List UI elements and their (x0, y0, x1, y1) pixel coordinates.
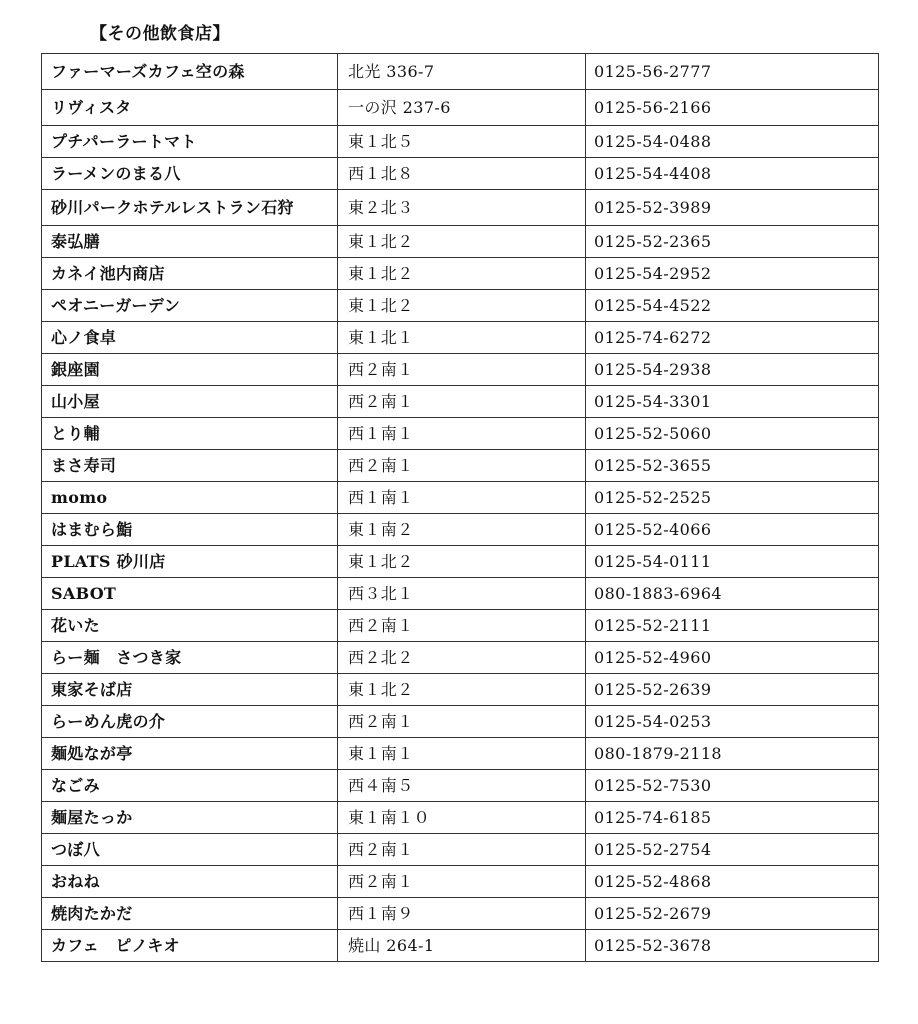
shop-name: ファーマーズカフェ空の森 (42, 54, 338, 90)
table-row (42, 226, 879, 258)
table-row (42, 418, 879, 450)
shop-name: おねね (42, 866, 338, 898)
shop-address: 西２南１ (338, 386, 586, 418)
shop-address: 東１北２ (338, 258, 586, 290)
shop-phone: 0125-52-2111 (586, 610, 879, 642)
shop-phone: 0125-54-0253 (586, 706, 879, 738)
shop-phone: 0125-54-4408 (586, 158, 879, 190)
shop-address: 西１南９ (338, 898, 586, 930)
shop-address: 北光 336-7 (338, 54, 586, 90)
shop-phone: 0125-52-5060 (586, 418, 879, 450)
shop-name: まさ寿司 (42, 450, 338, 482)
shop-phone: 080-1879-2118 (586, 738, 879, 770)
table-row (42, 258, 879, 290)
shop-phone: 0125-52-4868 (586, 866, 879, 898)
shop-phone: 0125-52-2679 (586, 898, 879, 930)
shop-phone: 0125-54-2938 (586, 354, 879, 386)
shop-phone: 0125-52-4960 (586, 642, 879, 674)
shop-name: 麺屋たっか (42, 802, 338, 834)
shop-name: らーめん虎の介 (42, 706, 338, 738)
shop-name: 銀座園 (42, 354, 338, 386)
table-row (42, 834, 879, 866)
table-row (42, 354, 879, 386)
shop-address: 東１北５ (338, 126, 586, 158)
shop-name: はまむら鮨 (42, 514, 338, 546)
shop-name: カネイ池内商店 (42, 258, 338, 290)
shop-phone: 0125-52-3989 (586, 190, 879, 226)
shop-address: 東１南１０ (338, 802, 586, 834)
shop-address: 東２北３ (338, 190, 586, 226)
shop-address: 焼山 264-1 (338, 930, 586, 962)
shop-phone: 0125-54-4522 (586, 290, 879, 322)
shop-name: 心ノ食卓 (42, 322, 338, 354)
shop-name: 泰弘膳 (42, 226, 338, 258)
shop-phone: 0125-52-7530 (586, 770, 879, 802)
table-row (42, 930, 879, 962)
shop-address: 西２北２ (338, 642, 586, 674)
shop-address: 西１南１ (338, 482, 586, 514)
shop-address: 東１北２ (338, 226, 586, 258)
shop-address: 西１南１ (338, 418, 586, 450)
table-row (42, 386, 879, 418)
shop-name: SABOT (42, 578, 338, 610)
shop-phone: 0125-52-2525 (586, 482, 879, 514)
shop-address: 西４南５ (338, 770, 586, 802)
table-row (42, 802, 879, 834)
table-row (42, 290, 879, 322)
shop-name: とり輔 (42, 418, 338, 450)
shop-address: 西２南１ (338, 354, 586, 386)
shop-phone: 0125-54-2952 (586, 258, 879, 290)
shop-phone: 0125-52-3655 (586, 450, 879, 482)
shop-name: 山小屋 (42, 386, 338, 418)
shop-address: 一の沢 237-6 (338, 90, 586, 126)
table-row (42, 898, 879, 930)
shop-address: 東１南２ (338, 514, 586, 546)
shop-address: 西２南１ (338, 610, 586, 642)
shop-address: 東１北２ (338, 674, 586, 706)
shop-name: momo (42, 482, 338, 514)
shop-name: リヴィスタ (42, 90, 338, 126)
shop-phone: 0125-52-3678 (586, 930, 879, 962)
shop-phone: 0125-54-0111 (586, 546, 879, 578)
shop-phone: 0125-52-4066 (586, 514, 879, 546)
shop-phone: 0125-74-6185 (586, 802, 879, 834)
shop-address: 西２南１ (338, 834, 586, 866)
table-row (42, 450, 879, 482)
shop-address: 西３北１ (338, 578, 586, 610)
table-row (42, 738, 879, 770)
shop-name: らー麺 さつき家 (42, 642, 338, 674)
restaurant-table (41, 53, 879, 962)
table-row (42, 770, 879, 802)
shop-address: 東１北２ (338, 546, 586, 578)
shop-address: 東１北２ (338, 290, 586, 322)
shop-phone: 0125-56-2166 (586, 90, 879, 126)
shop-name: ラーメンのまる八 (42, 158, 338, 190)
table-row (42, 578, 879, 610)
shop-name: カフェ ピノキオ (42, 930, 338, 962)
shop-phone: 0125-56-2777 (586, 54, 879, 90)
shop-phone: 0125-54-0488 (586, 126, 879, 158)
shop-address: 西１北８ (338, 158, 586, 190)
shop-phone: 0125-52-2754 (586, 834, 879, 866)
shop-name: 花いた (42, 610, 338, 642)
shop-phone: 080-1883-6964 (586, 578, 879, 610)
table-row (42, 126, 879, 158)
section-title: 【その他飲食店】 (90, 24, 230, 44)
restaurant-table-body (42, 54, 879, 962)
shop-name: プチパーラートマト (42, 126, 338, 158)
shop-address: 西２南１ (338, 450, 586, 482)
table-row (42, 642, 879, 674)
table-row (42, 866, 879, 898)
shop-address: 東１南１ (338, 738, 586, 770)
shop-address: 西２南１ (338, 866, 586, 898)
table-row (42, 190, 879, 226)
table-row (42, 674, 879, 706)
shop-name: つぼ八 (42, 834, 338, 866)
table-row (42, 482, 879, 514)
shop-phone: 0125-74-6272 (586, 322, 879, 354)
table-row (42, 90, 879, 126)
shop-name: ペオニーガーデン (42, 290, 338, 322)
shop-name: 焼肉たかだ (42, 898, 338, 930)
table-row (42, 546, 879, 578)
shop-name: 東家そば店 (42, 674, 338, 706)
shop-name: PLATS 砂川店 (42, 546, 338, 578)
shop-phone: 0125-52-2365 (586, 226, 879, 258)
table-row (42, 322, 879, 354)
shop-name: 砂川パークホテルレストラン石狩 (42, 190, 338, 226)
shop-address: 西２南１ (338, 706, 586, 738)
table-row (42, 610, 879, 642)
table-row (42, 54, 879, 90)
shop-name: 麺処なが亭 (42, 738, 338, 770)
table-row (42, 706, 879, 738)
shop-address: 東１北１ (338, 322, 586, 354)
shop-name: なごみ (42, 770, 338, 802)
shop-phone: 0125-54-3301 (586, 386, 879, 418)
shop-phone: 0125-52-2639 (586, 674, 879, 706)
table-row (42, 158, 879, 190)
table-row (42, 514, 879, 546)
